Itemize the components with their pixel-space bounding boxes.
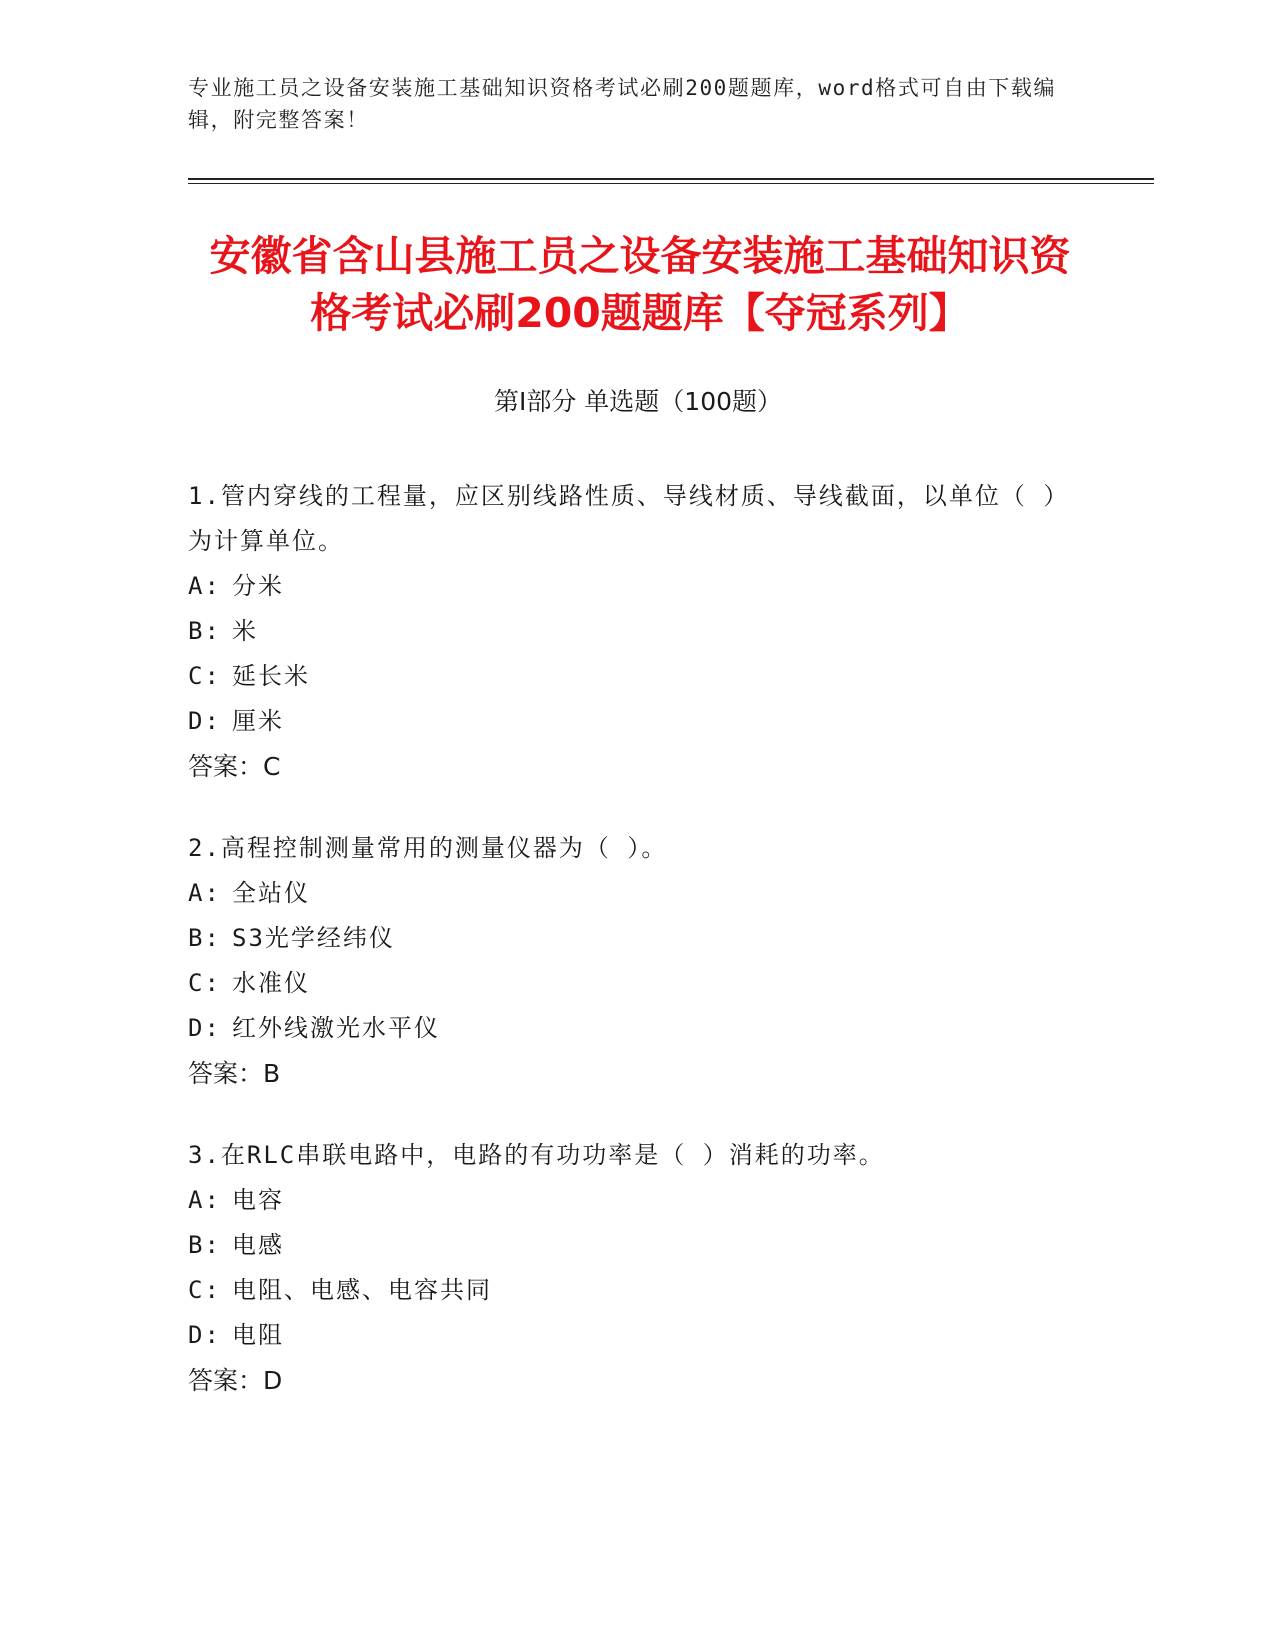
option-text: 水准仪 [232, 969, 310, 997]
question-list [188, 474, 1068, 1440]
option-b [188, 916, 1068, 961]
page-header: 专业施工员之设备安装施工基础知识资格考试必刷200题题库，word格式可自由下载编辑，附完整答案！ [188, 76, 1057, 132]
option-letter: A: [188, 572, 221, 600]
option-a [188, 871, 1068, 916]
option-text: 延长米 [232, 662, 310, 690]
option-text: 电阻、电感、电容共同 [232, 1276, 492, 1304]
option-letter: B: [188, 924, 221, 952]
option-text: 全站仪 [232, 879, 310, 907]
option-letter: C: [188, 969, 221, 997]
question-3 [188, 1133, 1068, 1403]
header-divider-thick [188, 178, 1154, 180]
option-text: 米 [232, 617, 258, 645]
option-a [188, 1178, 1068, 1223]
option-letter: B: [188, 1231, 221, 1259]
option-text: 分米 [232, 572, 284, 600]
answer-line: 答案：B [188, 1059, 281, 1088]
option-letter: A: [188, 879, 221, 907]
question-stem: 3.在RLC串联电路中，电路的有功功率是（ ）消耗的功率。 [188, 1141, 885, 1169]
option-a [188, 564, 1068, 609]
option-letter: D: [188, 1014, 221, 1042]
option-text: 电感 [232, 1231, 284, 1259]
option-c [188, 1268, 1068, 1313]
header-divider-thin [188, 183, 1154, 184]
option-c [188, 961, 1068, 1006]
question-stem: 2.高程控制测量常用的测量仪器为（ ）。 [188, 834, 668, 862]
question-1 [188, 474, 1068, 789]
section-heading: 第Ⅰ部分 单选题（100题） [493, 387, 783, 416]
option-text: 电阻 [232, 1321, 284, 1349]
question-stem: 1.管内穿线的工程量，应区别线路性质、导线材质、导线截面，以单位（ ）为计算单位。 [188, 482, 1058, 555]
question-2 [188, 826, 1068, 1096]
option-text: 红外线激光水平仪 [232, 1014, 440, 1042]
option-letter: C: [188, 662, 221, 690]
answer-line: 答案：D [188, 1366, 283, 1395]
option-letter: D: [188, 1321, 221, 1349]
answer-line: 答案：C [188, 752, 281, 781]
option-b [188, 609, 1068, 654]
option-d [188, 1313, 1068, 1358]
option-letter: D: [188, 707, 221, 735]
option-letter: A: [188, 1186, 221, 1214]
document-title: 安徽省含山县施工员之设备安装施工基础知识资格考试必刷200题题库【夺冠系列】 [209, 232, 1071, 337]
option-text: 厘米 [232, 707, 284, 735]
option-letter: C: [188, 1276, 221, 1304]
option-d [188, 1006, 1068, 1051]
option-c [188, 654, 1068, 699]
option-text: S3光学经纬仪 [232, 924, 395, 952]
option-letter: B: [188, 617, 221, 645]
option-text: 电容 [232, 1186, 284, 1214]
option-b [188, 1223, 1068, 1268]
option-d [188, 699, 1068, 744]
